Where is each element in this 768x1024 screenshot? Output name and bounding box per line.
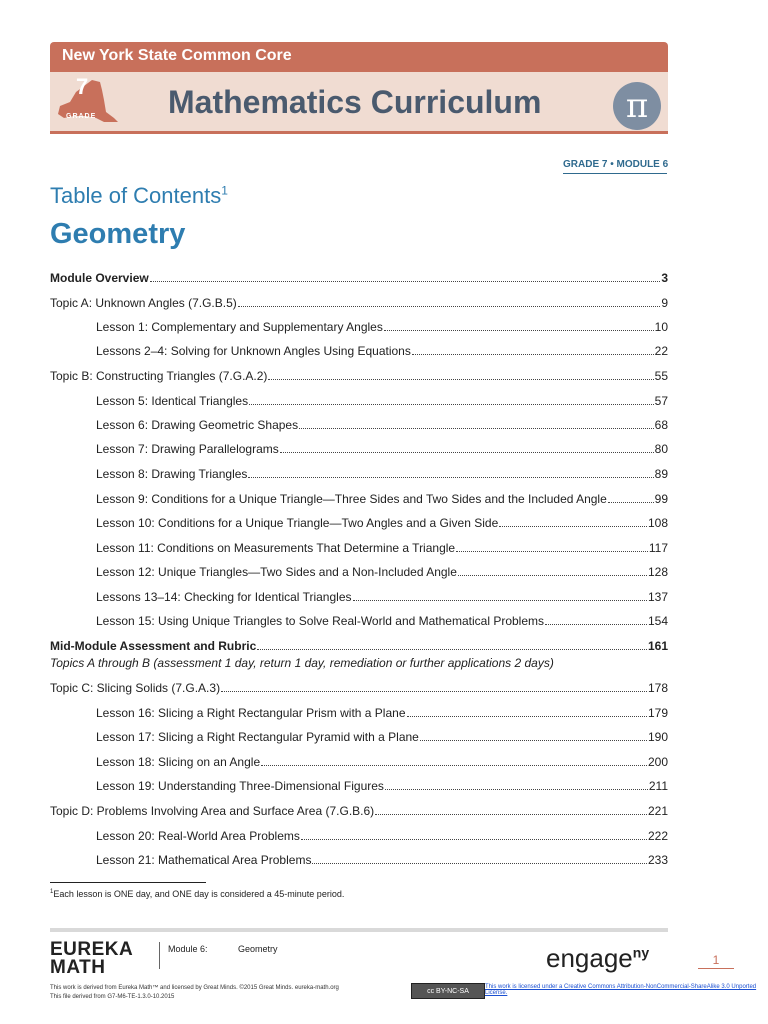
toc-page: 200 [647, 755, 668, 769]
footer-divider [159, 942, 160, 969]
toc-title-text: Table of Contents [50, 183, 222, 208]
toc-leader [257, 649, 647, 650]
footnote [50, 889, 344, 899]
toc-page: 221 [647, 804, 668, 818]
grade-number: 7 [76, 74, 89, 99]
footnote-text: Each lesson is ONE day, and ONE day is considered a 45-minute period. [53, 889, 345, 899]
toc-leader [248, 477, 653, 478]
toc-label: Lesson 5: Identical Triangles [96, 394, 249, 408]
engage-text: engage [546, 943, 633, 973]
toc-label: Lesson 6: Drawing Geometric Shapes [96, 418, 299, 432]
assessment-note: Topics A through B (assessment 1 day, return 1 day, remediation or further applications 2 days) [50, 656, 554, 670]
toc-page: 117 [648, 541, 668, 555]
toc-label: Lesson 19: Understanding Three-Dimensional Figures [96, 779, 384, 793]
toc-leader [238, 306, 661, 307]
toc-page: 137 [647, 590, 668, 604]
toc-leader [312, 863, 647, 864]
toc-label: Lesson 17: Slicing a Right Rectangular Pyramid with a Plane [96, 730, 419, 744]
footnote-rule [50, 882, 206, 883]
toc-title [50, 183, 228, 209]
toc-leader [353, 600, 647, 601]
toc-page: 178 [647, 681, 668, 695]
toc-leader [299, 428, 654, 429]
toc-entry-lesson-1[interactable] [96, 320, 668, 336]
toc-entry-mid-module-assessment[interactable] [50, 639, 668, 655]
logo-line-1: EUREKA [50, 939, 134, 960]
curriculum-title: Mathematics Curriculum [168, 84, 542, 120]
toc-entry-lesson-18[interactable] [96, 755, 668, 771]
toc-label: Lesson 18: Slicing on an Angle [96, 755, 261, 769]
footnote-ref[interactable]: 1 [221, 183, 228, 198]
toc-entry-lessons-13-14[interactable] [96, 590, 668, 606]
toc-entry-lesson-11[interactable] [96, 541, 668, 557]
toc-page: 68 [654, 418, 668, 432]
toc-entry-topic-d[interactable] [50, 804, 668, 820]
toc-label: Topic D: Problems Involving Area and Surface Area (7.G.B.6) [50, 804, 375, 818]
header-rule [50, 131, 668, 134]
toc-label: Lesson 15: Using Unique Triangles to Solve Real-World and Mathematical Problems [96, 614, 545, 628]
toc-leader [420, 740, 647, 741]
toc-label: Topic C: Slicing Solids (7.G.A.3) [50, 681, 221, 695]
grade-label: GRADE [66, 113, 97, 120]
legal-line-1: This work is derived from Eureka Math™ and licensed by Great Minds. ©2015 Great Minds. eureka-math.org [50, 985, 339, 991]
toc-entry-lesson-8[interactable] [96, 467, 668, 483]
toc-page: 55 [654, 369, 668, 383]
toc-page: 22 [654, 344, 668, 358]
toc-label: Topic A: Unknown Angles (7.G.B.5) [50, 296, 237, 310]
toc-entry-lesson-16[interactable] [96, 706, 668, 722]
logo-line-2: MATH [50, 957, 106, 978]
toc-leader [280, 452, 654, 453]
toc-leader [499, 526, 647, 527]
toc-leader [456, 551, 648, 552]
toc-label: Lessons 2–4: Solving for Unknown Angles Using Equations [96, 344, 411, 358]
toc-entry-lesson-20[interactable] [96, 829, 668, 845]
toc-page: 89 [654, 467, 668, 481]
toc-leader [249, 404, 654, 405]
toc-leader [407, 716, 647, 717]
page-number-rule [698, 968, 734, 969]
toc-entry-lesson-6[interactable] [96, 418, 668, 434]
toc-label: Lessons 13–14: Checking for Identical Triangles [96, 590, 352, 604]
header-banner [50, 42, 668, 72]
toc-entry-lesson-7[interactable] [96, 442, 668, 458]
pi-icon: π [613, 82, 661, 130]
toc-page: 80 [654, 442, 668, 456]
eureka-math-logo [50, 941, 133, 977]
toc-page: 108 [647, 516, 668, 530]
toc-label: Lesson 8: Drawing Triangles [96, 467, 248, 481]
toc-label: Lesson 21: Mathematical Area Problems [96, 853, 312, 867]
toc-page: 161 [647, 639, 668, 653]
toc-leader [545, 624, 647, 625]
toc-entry-lesson-12[interactable] [96, 565, 668, 581]
toc-leader [384, 330, 654, 331]
toc-label: Module Overview [50, 271, 149, 285]
toc-page: 99 [654, 492, 668, 506]
toc-leader [458, 575, 647, 576]
toc-page: 10 [654, 320, 668, 334]
toc-entry-topic-a[interactable] [50, 296, 668, 312]
toc-page: 179 [647, 706, 668, 720]
toc-leader [301, 839, 647, 840]
license-link[interactable]: This work is licensed under a Creative Commons Attribution-NonCommercial-ShareAlike 3.0 Unported License. [485, 984, 757, 996]
module-tag: GRADE 7 • MODULE 6 [563, 159, 669, 170]
toc-page: 9 [661, 296, 668, 310]
toc-entry-lesson-21[interactable] [96, 853, 668, 869]
footnote-marker: 1 [50, 889, 54, 895]
toc-leader [150, 281, 661, 282]
toc-leader [385, 789, 648, 790]
toc-page: 190 [647, 730, 668, 744]
toc-page: 222 [647, 829, 668, 843]
toc-entry-lesson-9[interactable] [96, 492, 668, 508]
toc-entry-lesson-5[interactable] [96, 394, 668, 410]
creative-commons-badge[interactable]: cc BY-NC-SA [411, 983, 485, 999]
toc-label: Mid-Module Assessment and Rubric [50, 639, 257, 653]
toc-leader [412, 354, 654, 355]
toc-entry-lesson-10[interactable] [96, 516, 668, 532]
toc-label: Lesson 16: Slicing a Right Rectangular Prism with a Plane [96, 706, 406, 720]
toc-entry-lesson-17[interactable] [96, 730, 668, 746]
toc-entry-topic-b[interactable] [50, 369, 668, 385]
footer-module-label: Module 6: [168, 944, 208, 954]
toc-page: 211 [648, 779, 668, 793]
toc-leader [608, 502, 654, 503]
toc-label: Lesson 11: Conditions on Measurements That Determine a Triangle [96, 541, 456, 555]
toc-label: Lesson 20: Real-World Area Problems [96, 829, 300, 843]
toc-label: Lesson 7: Drawing Parallelograms [96, 442, 279, 456]
toc-entry-lessons-2-4[interactable] [96, 344, 668, 360]
toc-page: 3 [661, 271, 668, 285]
module-title: Geometry [50, 218, 186, 250]
toc-page: 233 [647, 853, 668, 867]
legal-line-2: This file derived from G7-M6-TE-1.3.0-10.2015 [50, 994, 175, 1000]
toc-label: Topic B: Constructing Triangles (7.G.A.2) [50, 369, 268, 383]
banner-text: New York State Common Core [62, 47, 292, 64]
toc-label: Lesson 1: Complementary and Supplementary Angles [96, 320, 383, 334]
toc-label: Lesson 9: Conditions for a Unique Triangle—Three Sides and Two Sides and the Included Angle [96, 492, 607, 506]
toc-leader [221, 691, 647, 692]
toc-leader [375, 814, 647, 815]
toc-entry-lesson-19[interactable] [96, 779, 668, 795]
engage-sup: ny [632, 944, 650, 961]
toc-leader [261, 765, 647, 766]
toc-label: Lesson 10: Conditions for a Unique Triangle—Two Angles and a Given Side [96, 516, 499, 530]
footer-module-subject: Geometry [238, 944, 278, 954]
page-number: 1 [712, 953, 720, 967]
toc-entry-lesson-15[interactable] [96, 614, 668, 630]
toc-page: 154 [647, 614, 668, 628]
engageny-logo [546, 943, 649, 974]
toc-label: Lesson 12: Unique Triangles—Two Sides and a Non-Included Angle [96, 565, 457, 579]
toc-entry-topic-c[interactable] [50, 681, 668, 697]
toc-leader [268, 379, 653, 380]
module-tag-rule [563, 173, 667, 174]
footer-rule [50, 928, 668, 932]
toc-page: 57 [654, 394, 668, 408]
toc-entry-module-overview[interactable] [50, 271, 668, 287]
toc-page: 128 [647, 565, 668, 579]
